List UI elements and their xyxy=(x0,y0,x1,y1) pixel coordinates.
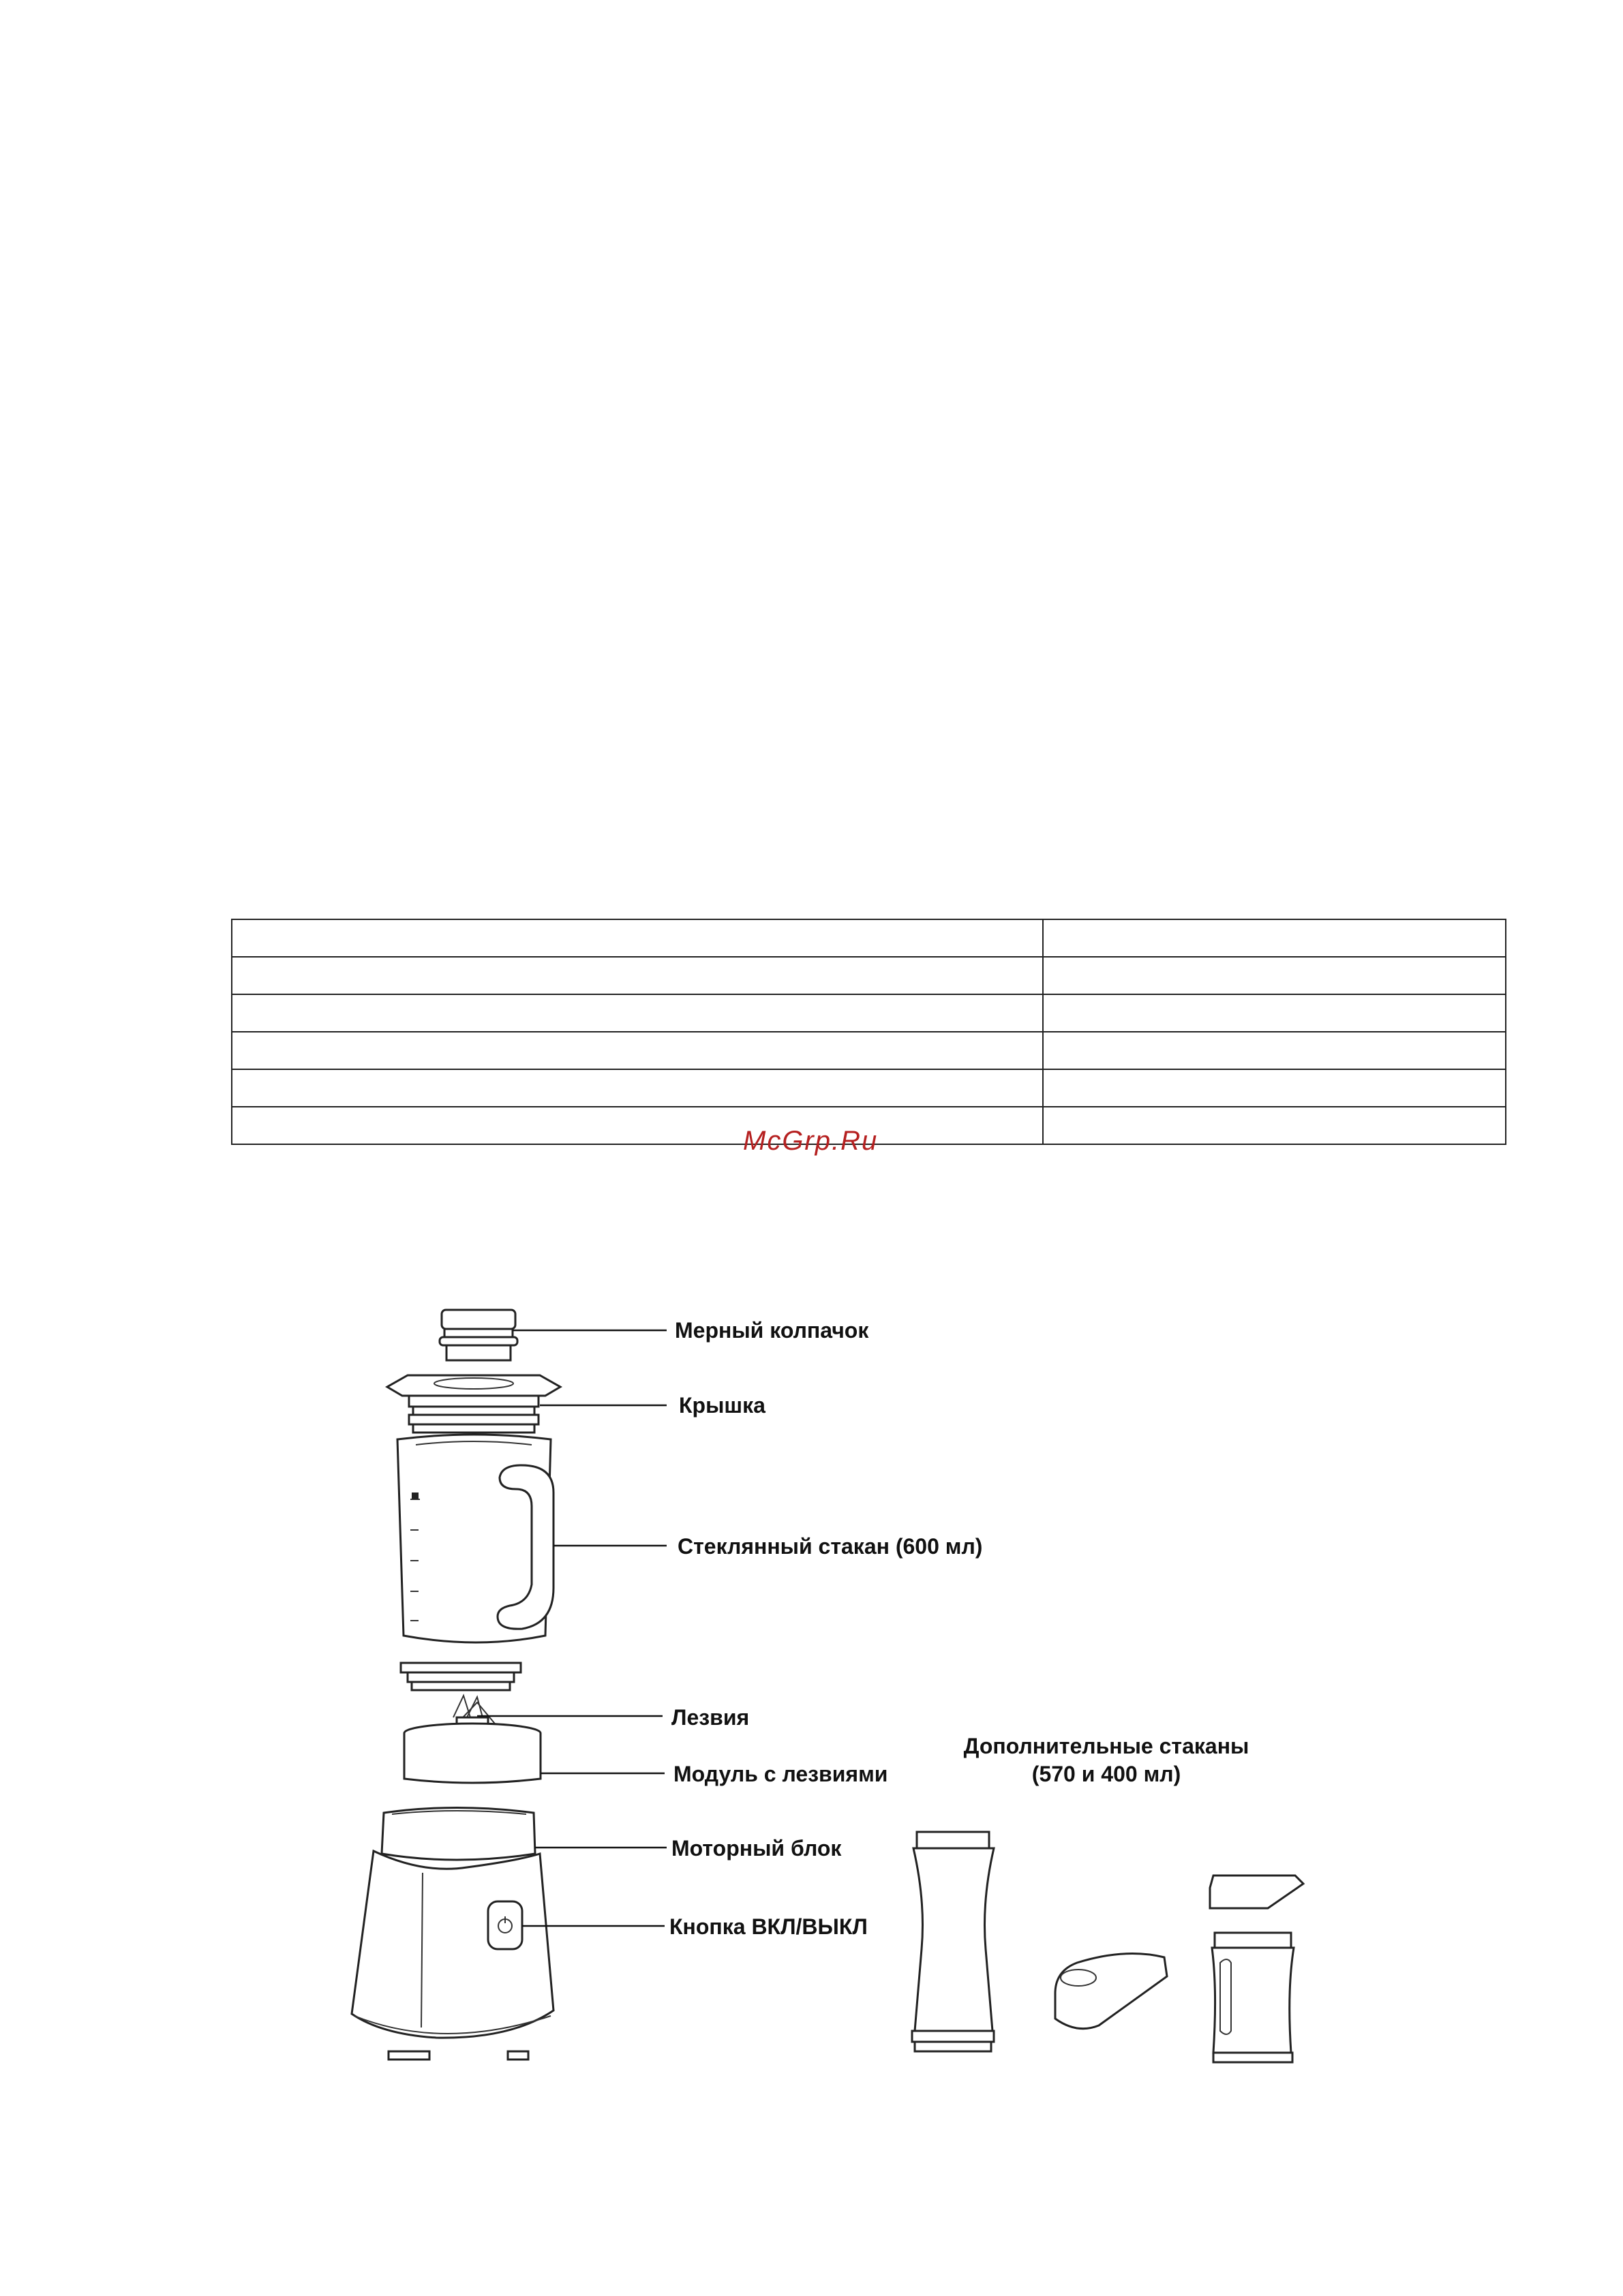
label-glass-jar: Стеклянный стакан (600 мл) xyxy=(678,1534,983,1559)
label-power-button: Кнопка ВКЛ/ВЫКЛ xyxy=(669,1914,868,1939)
label-blade-module: Модуль с лезвиями xyxy=(673,1762,888,1786)
glass-jar-drawing xyxy=(397,1435,553,1690)
label-measuring-cap: Мерный колпачок xyxy=(675,1318,869,1343)
label-extra-cups-volume: (570 и 400 мл) xyxy=(1031,1762,1181,1786)
label-blades: Лезвия xyxy=(671,1705,750,1730)
blade-module-drawing xyxy=(404,1724,541,1783)
extra-cup-tall-drawing xyxy=(912,1832,994,2051)
watermark-text: McGrp.Ru xyxy=(743,1126,879,1156)
extra-cup-lid-drawing xyxy=(1055,1954,1167,2029)
label-motor-unit: Моторный блок xyxy=(671,1836,842,1861)
label-extra-cups-title: Дополнительные стаканы xyxy=(963,1734,1249,1758)
extra-cup-short-drawing xyxy=(1210,1876,1303,2062)
lid-drawing xyxy=(387,1375,560,1433)
label-lid: Крышка xyxy=(679,1393,765,1418)
measuring-cap-drawing xyxy=(440,1310,517,1360)
motor-unit-drawing xyxy=(352,1808,553,2060)
